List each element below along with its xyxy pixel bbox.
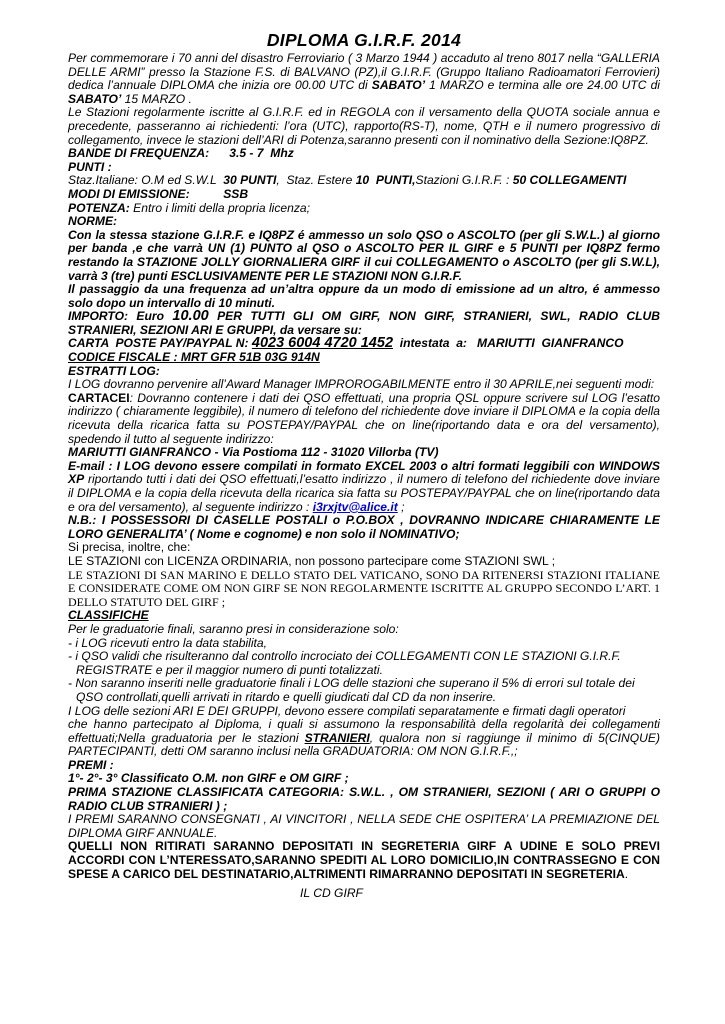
points-line	[68, 174, 660, 188]
power-label: POTENZA:	[68, 200, 130, 215]
tax-code: CODICE FISCALE : MRT GFR 51B 03G 914N	[68, 350, 320, 365]
intro-start-day: SABATO’	[371, 78, 426, 93]
email-paragraph	[68, 460, 660, 514]
document	[68, 30, 660, 901]
points-foreign-value: 10 PUNTI,	[355, 173, 416, 188]
rankings-heading: CLASSIFICHE	[68, 608, 149, 623]
email-end: ;	[397, 499, 405, 514]
email-heading: E-mail : I LOG devono essere compilati in formato EXCEL 2003 o altri formati leggibili con WINDOWS XP	[68, 458, 660, 487]
intro-text-2: 1 MARZO e termina alle ore 24.00 UTC di	[425, 78, 660, 93]
final-note-text: QUELLI NON RITIRATI SARANNO DEPOSITATI IN SEGRETERIA GIRF A UDINE E SOLO PREVI ACCORDI CON L’NTERESSATO,SARANNO SPEDITI AL LORO DOMICILIO,IN CONTRASSEGNO E CON SPESE A CARICO DEL DESTINATARIO,ALTRIMENTI RIMARRANNO DEPOSITATI IN SEGRETERIA	[68, 839, 660, 881]
prizes-line-1: 1°- 2°- 3° Classificato O.M. non GIRF e OM GIRF ;	[68, 771, 349, 786]
fee-amount: 10.00	[172, 308, 209, 325]
ari-logs-paragraph	[68, 718, 660, 759]
po-box-note: N.B.: I POSSESSORI DI CASELLE POSTALI o P.O.BOX , DOVRANNO INDICARE CHIARAMENTE LE LORO GENERALITA’ ( Nome e cognome) e non solo il NOMINATIVO;	[68, 513, 660, 541]
points-foreign: , Staz. Estere	[276, 173, 356, 188]
points-girf: Stazioni G.I.R.F. :	[415, 173, 513, 188]
card-holder: intestata a: MARIUTTI GIANFRANCO	[393, 336, 624, 351]
intro-text-1: Per commemorare i 70 anni del disastro Ferroviario ( 3 Marzo 1944 ) accaduto al treno 8017 nella “GALLERIA DELLE ARMI” presso la Stazione F.S. di BALVANO (PZ),il G.I.R.F. (Gruppo Italiano Radioamatori Ferrovieri) dedica l’annuale DIPLOMA che inizia ore 00.00 UTC di	[68, 51, 660, 93]
rankings-item-3-cont: QSO controllati,quelli arrivati in ritardo e quelli giudicati dal CD da non inserire.	[76, 689, 497, 704]
rules-heading: NORME:	[68, 214, 118, 229]
foreign-stations-label: STRANIERI	[304, 730, 370, 745]
rankings-item-3: - Non saranno inseriti nelle graduatorie finali i LOG delle stazioni che superano il 5% di errori sul totale dei	[68, 676, 635, 691]
intro-end-day: SABATO’	[68, 91, 122, 106]
points-italian: Staz.Italiane: O.M ed S.W.L	[68, 173, 224, 188]
rankings-intro: Per le graduatorie finali, saranno presi in considerazione solo:	[68, 621, 399, 636]
power-line	[68, 202, 660, 216]
intro-paragraph	[68, 52, 660, 106]
points-girf-value: 50 COLLEGAMENTI	[512, 173, 627, 188]
rules-text: Con la stessa stazione G.I.R.F. e IQ8PZ é ammesso un solo QSO o ASCOLTO (per gli S.W.L.) al giorno per banda ,e che varrà UN (1) PUNTO al QSO o ASCOLTO PER IL GIRF e 5 PUNTI per IQ8PZ fermo restando la STAZIONE JOLLY GIORNALIERA GIRF il cui COLLEGAMENTO o ASCOLTO (per gli S.W.L), varrà 3 (tre) punti ESCLUSIVAMENTE PER LE STAZIONI NON G.I.R.F.	[68, 227, 660, 283]
ordinary-license-note: LE STAZIONI con LICENZA ORDINARIA, non possono partecipare come STAZIONI SWL ;	[68, 553, 556, 568]
prizes-line-2: PRIMA STAZIONE CLASSIFICATA CATEGORIA: S.W.L. , OM STRANIERI, SEZIONI ( ARI O GRUPPI O RADIO CLUB STRANIERI ) ;	[68, 785, 660, 813]
prizes-heading: PREMI :	[68, 757, 114, 772]
power-text: Entro i limiti della propria licenza;	[129, 200, 310, 215]
fee-text: PER TUTTI GLI OM GIRF, NON GIRF, STRANIERI, SWL, RADIO CLUB STRANIERI, SEZIONI ARI E GRUPPI, da versare su:	[68, 309, 660, 337]
san-marino-note: LE STAZIONI DI SAN MARINO E DELLO STATO DEL VATICANO, SONO DA RITENERSI STAZIONI ITALIANE E CONSIDERATE COME OM NON GIRF SE NON REGOLARMENTE ISCRITTE AL GRUPPO SECONDO L’ART. 1 DELLO STATUTO DEL GIRF ;	[68, 567, 660, 609]
clarification-line: Si precisa, inoltre, che:	[68, 540, 191, 555]
paper-log-paragraph	[68, 392, 660, 446]
log-heading: ESTRATTI LOG:	[68, 363, 160, 378]
final-note-end: .	[624, 866, 629, 881]
fee-label: IMPORTO: Euro	[68, 309, 173, 324]
card-line	[68, 337, 660, 351]
points-heading: PUNTI :	[68, 159, 112, 174]
postal-address: MARIUTTI GIANFRANCO - Via Postioma 112 - 31020 Villorba (TV)	[68, 445, 439, 460]
card-label: CARTA POSTE PAY/PAYPAL N:	[68, 336, 252, 351]
paper-log-text: : Dovranno contenere i dati dei QSO effettuati, una propria QSL oppure scrivere sul LOG l’esatto indirizzo ( chiaramente leggibile), il numero di telefono del richiedente dove inviare il DIPLOMA e la copia della ricevuta della ricarica fatta su POSTEPAY/PAYPAL che on line(riportando data e ora del versamento), spedendo il tutto al seguente indirizzo:	[68, 390, 660, 446]
points-italian-value: 30 PUNTI	[223, 173, 277, 188]
document-title: DIPLOMA G.I.R.F. 2014	[266, 30, 462, 50]
rankings-item-1: - i LOG ricevuti entro la data stabilita,	[68, 635, 267, 650]
rankings-item-2: - i QSO validi che risulteranno dal controllo incrociato dei COLLEGAMENTI CON LE STAZIONI G.I.R.F.	[68, 649, 621, 664]
signature: IL CD GIRF	[300, 886, 363, 901]
ari-logs-text-end: , qualora non si raggiunge il minimo di 5(CINQUE) PARTECIPANTI, detti OM saranno inclusi nella GRADUATORIA: OM NON G.I.R.F.,;	[68, 730, 660, 759]
modes-heading: MODI DI EMISSIONE: SSB	[68, 186, 249, 201]
rankings-item-2-cont: REGISTRATE e per il maggior numero di punti totalizzati.	[76, 662, 383, 677]
ari-logs-line: I LOG delle sezioni ARI E DEI GRUPPI, devono essere compilati separatamente e firmati dagli operatori	[68, 703, 626, 718]
frequency-change-rule: Il passaggio da una frequenza ad un’altra oppure da un modo di emissione ad un altro, é ammesso solo dopo un intervallo di 10 minuti.	[68, 282, 660, 310]
fee-paragraph	[68, 310, 660, 337]
paper-log-label: CARTACEI	[68, 390, 130, 405]
intro-text-3: 15 MARZO .	[121, 91, 192, 106]
bands-heading: BANDE DI FREQUENZA: 3.5 - 7 Mhz	[68, 146, 294, 161]
log-deadline-text: I LOG dovranno pervenire all’Award Manager IMPROROGABILMENTE entro il 30 APRILE,nei seguenti modi:	[68, 377, 655, 392]
final-note	[68, 840, 660, 881]
card-number: 4023 6004 4720 1452	[251, 335, 394, 352]
ari-logs-text: che hanno partecipato al Diploma, i quali si assumono la responsabilità della regolarità dei collegamenti effettuati;Nella graduatoria per le stazioni	[68, 717, 660, 745]
email-text: riportando tutti i dati dei QSO effettuati,l’esatto indirizzo , il numero di telefono del richiedente dove inviare il DIPLOMA e la copia della ricevuta della ricarica sia fatta su POSTEPAY/PAYPAL che on line(riportando data e ora del versamento), al seguente indirizzo :	[68, 472, 660, 514]
email-link[interactable]: i3rxjtv@alice.it	[312, 499, 398, 514]
stations-paragraph: Le Stazioni regolarmente iscritte al G.I.R.F. ed in REGOLA con il versamento della QUOTA sociale annua e precedente, passeranno ai richiedenti: l’ora (UTC), rapporto(RS-T), nome, QTH e il numero progressivo di collegamento, invece le stazioni dell’ARI di Potenza,saranno presenti con il nominativo della Sezione:IQ8PZ.	[68, 105, 660, 147]
prizes-line-3: I PREMI SARANNO CONSEGNATI , AI VINCITORI , NELLA SEDE CHE OSPITERA’ LA PREMIAZIONE DEL DIPLOMA GIRF ANNUALE.	[68, 812, 660, 840]
